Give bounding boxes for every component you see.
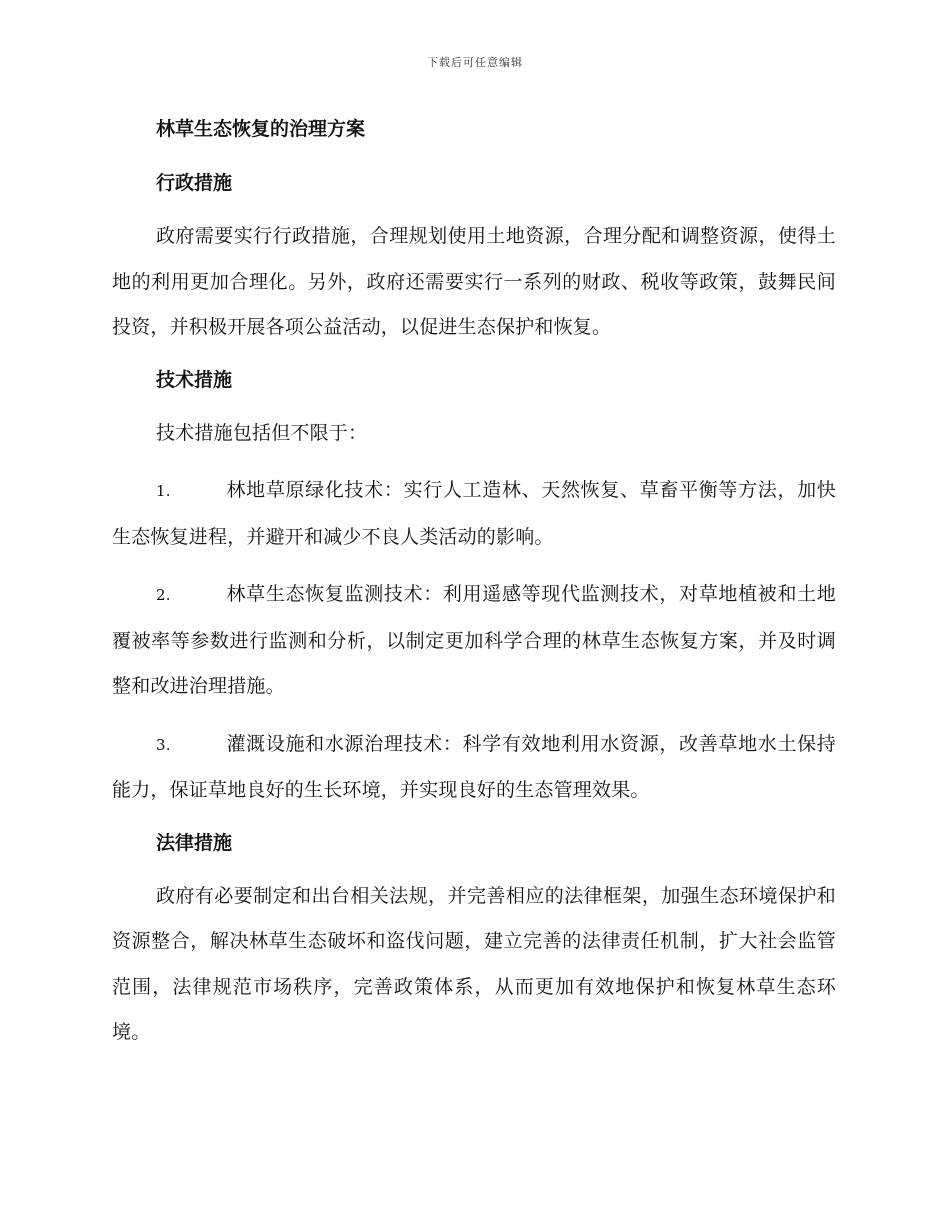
document-title: 林草生态恢复的治理方案 [156, 118, 366, 140]
header-note: 下载后可任意编辑 [427, 56, 523, 69]
section-paragraph-administrative: 政府需要实行行政措施，合理规划使用土地资源，合理分配和调整资源，使得土地的利用更加合理化。另外，政府还需要实行一系列的财政、税收等政策，鼓舞民间投资，并积极开展各项公益活动，以促进生态保护和恢复。 [112, 225, 836, 338]
list-item [112, 722, 836, 814]
section-intro-technical: 技术措施包括但不限于： [156, 421, 368, 444]
document-body [112, 112, 836, 1056]
section-paragraph-legal: 政府有必要制定和出台相关法规，并完善相应的法律框架，加强生态环境保护和资源整合，解决林草生态破坏和盗伐问题，建立完善的法律责任机制，扩大社会监管范围，法律规范市场秩序，完善政策体系，从而更加有效地保护和恢复林草生态环境。 [112, 884, 836, 1043]
list-item-text: 林草生态恢复监测技术：利用遥感等现代监测技术，对草地植被和土地覆被率等参数进行监测和分析，以制定更加科学合理的林草生态恢复方案，并及时调整和改进治理措施。 [112, 583, 836, 697]
section-heading-legal: 法律措施 [156, 831, 233, 854]
list-item-number: 3. [156, 735, 171, 754]
list-item-text: 灌溉设施和水源治理技术：科学有效地利用水资源，改善草地水土保持能力，保证草地良好的生长环境，并实现良好的生态管理效果。 [112, 732, 836, 801]
list-item-text: 林地草原绿化技术：实行人工造林、天然恢复、草畜平衡等方法，加快生态恢复进程，并避开和减少不良人类活动的影响。 [112, 479, 836, 548]
list-item [112, 572, 836, 710]
list-item [112, 468, 836, 560]
section-heading-technical: 技术措施 [156, 368, 233, 391]
list-item-number: 2. [156, 586, 171, 604]
section-heading-administrative: 行政措施 [156, 172, 233, 194]
list-item-number: 1. [156, 482, 171, 500]
